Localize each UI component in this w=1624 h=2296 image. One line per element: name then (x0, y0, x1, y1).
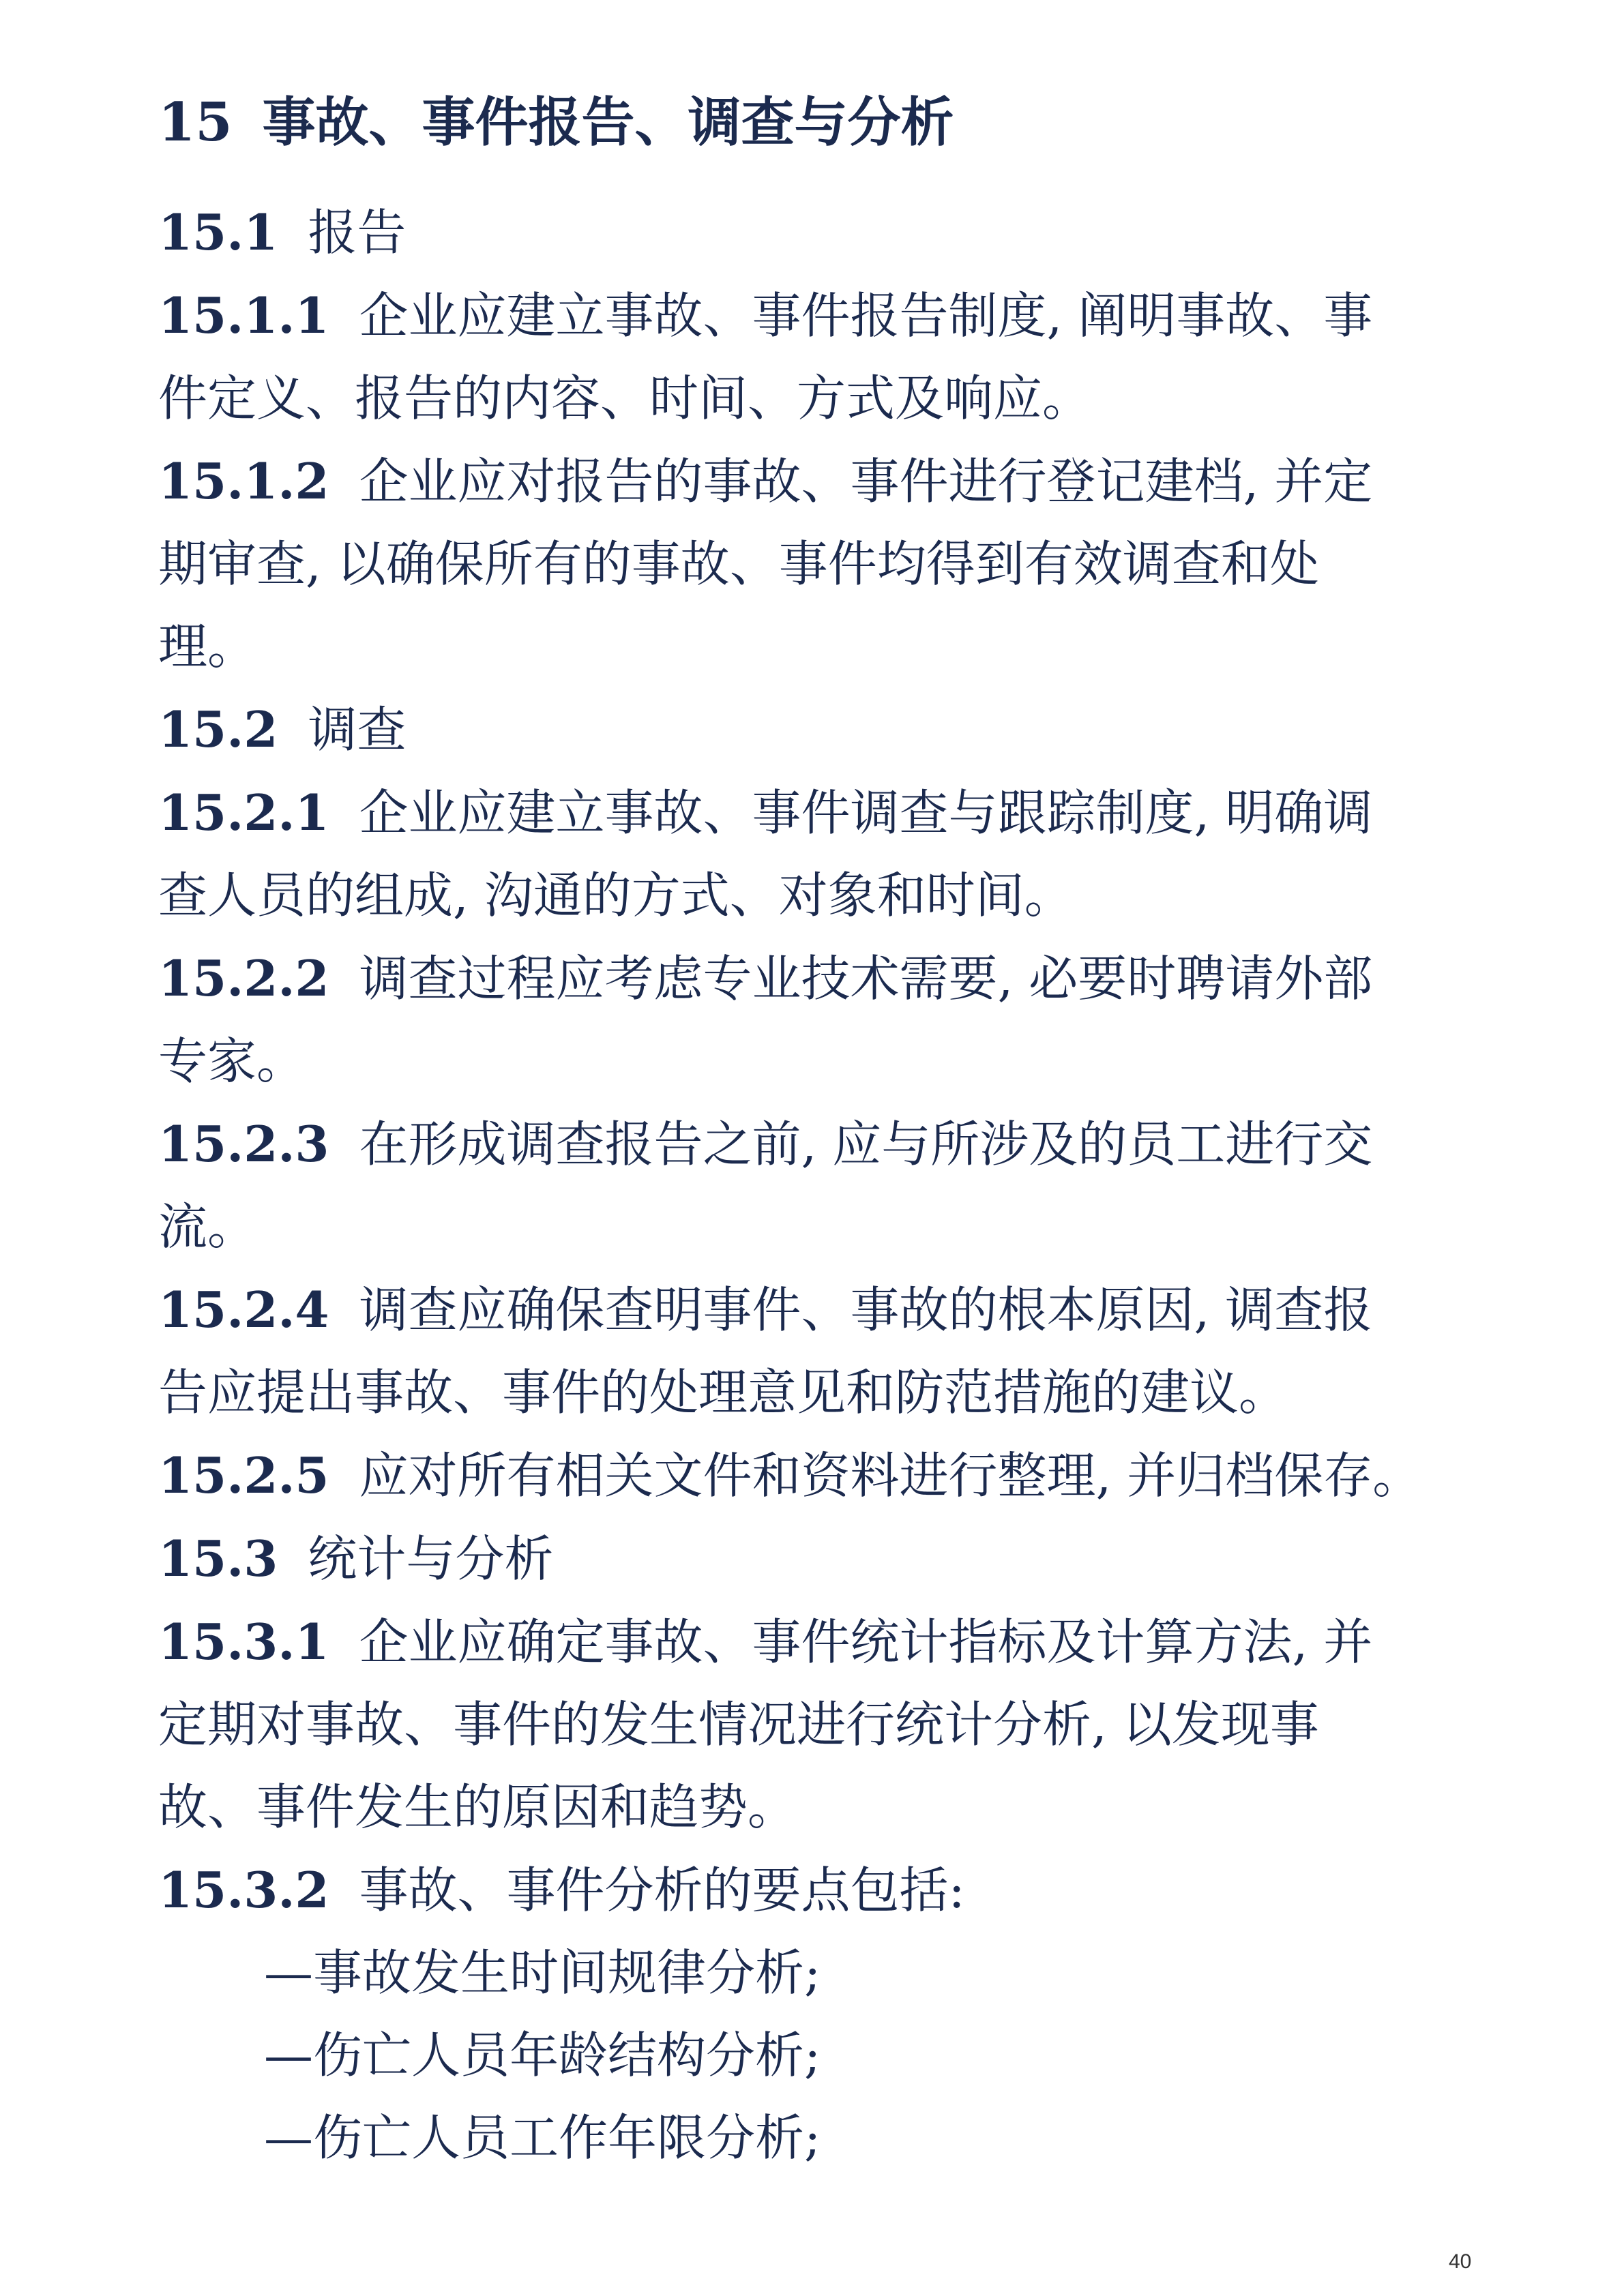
clause-text: 故、事件发生的原因和趋势。 (158, 1778, 797, 1836)
list-item: —事故发生时间规律分析; (264, 1944, 821, 2001)
list-item: —伤亡人员工作年限分析; (264, 2109, 821, 2166)
clause-text: 在形成调查报告之前, 应与所涉及的员工进行交 (359, 1116, 1373, 1173)
clause-text: 统计与分析 (308, 1530, 554, 1587)
clause-number: 15.3 (158, 1530, 278, 1587)
clause-text: 企业应对报告的事故、事件进行登记建档, 并定 (359, 453, 1373, 510)
chapter-title (158, 87, 1495, 158)
paragraph-line (158, 1766, 1495, 1849)
clause-number: 15.2.5 (158, 1446, 329, 1504)
paragraph-line (158, 1268, 1495, 1352)
clause-number: 15.3.1 (158, 1613, 329, 1671)
clause-number: 15.2.3 (158, 1115, 329, 1173)
paragraph-line (158, 1103, 1495, 1186)
clause-text: 理。 (158, 618, 257, 675)
clause-number: 15.1.2 (158, 452, 329, 510)
paragraph-line (158, 937, 1495, 1020)
clause-text: 报告 (308, 204, 407, 261)
clause-text: 调查过程应考虑专业技术需要, 必要时聘请外部 (359, 950, 1373, 1007)
clause-number: 15.1 (158, 203, 278, 261)
clause-number: 15.2.2 (158, 949, 329, 1007)
clause-text: 流。 (158, 1198, 257, 1255)
section-heading (158, 191, 1495, 274)
paragraph-line (158, 1849, 1495, 1932)
chapter-title-text: 事故、事件报告、调查与分析 (262, 91, 954, 153)
clause-text: 查人员的组成, 沟通的方式、对象和时间。 (158, 867, 1074, 924)
clause-text: 告应提出事故、事件的处理意见和防范措施的建议。 (158, 1364, 1288, 1421)
clause-text: 调查 (308, 701, 407, 758)
section-heading (158, 688, 1495, 771)
clause-number: 15.2.1 (158, 784, 329, 841)
page-content (158, 87, 1495, 2179)
paragraph-line (158, 1434, 1495, 1517)
paragraph-line (158, 523, 1495, 606)
clause-text: 专家。 (158, 1032, 306, 1090)
clause-number: 15.2.4 (158, 1281, 329, 1339)
paragraph-line (158, 606, 1495, 688)
paragraph-line (158, 357, 1495, 440)
paragraph-line (158, 1352, 1495, 1434)
clause-text: 定期对事故、事件的发生情况进行统计分析, 以发现事 (158, 1696, 1319, 1753)
clause-text: 企业应建立事故、事件调查与跟踪制度, 明确调 (359, 784, 1373, 841)
page-number: 40 (1449, 2250, 1472, 2273)
paragraph-line (158, 1186, 1495, 1268)
paragraph-line (158, 274, 1495, 357)
paragraph-line (158, 440, 1495, 523)
section-heading (158, 1517, 1495, 1600)
clause-text: 企业应建立事故、事件报告制度, 阐明事故、事 (359, 287, 1373, 344)
paragraph-line (158, 854, 1495, 937)
clause-text: 期审查, 以确保所有的事故、事件均得到有效调查和处 (158, 535, 1319, 593)
paragraph-line (158, 771, 1495, 854)
paragraph-line (158, 1020, 1495, 1103)
clause-text: 企业应确定事故、事件统计指标及计算方法, 并 (359, 1613, 1373, 1671)
chapter-number: 15 (158, 91, 233, 153)
clause-text: 件定义、报告的内容、时间、方式及响应。 (158, 370, 1092, 427)
paragraph-line (158, 1684, 1495, 1766)
paragraph-line (158, 1600, 1495, 1684)
clause-number: 15.2 (158, 700, 278, 758)
clause-text: 事故、事件分析的要点包括: (359, 1862, 965, 1919)
clause-number: 15.1.1 (158, 286, 329, 344)
clause-text: 调查应确保查明事件、事故的根本原因, 调查报 (359, 1281, 1373, 1339)
clause-number: 15.3.2 (158, 1861, 329, 1919)
list-item: —伤亡人员年龄结构分析; (264, 2027, 821, 2084)
clause-text: 应对所有相关文件和资料进行整理, 并归档保存。 (359, 1447, 1422, 1504)
